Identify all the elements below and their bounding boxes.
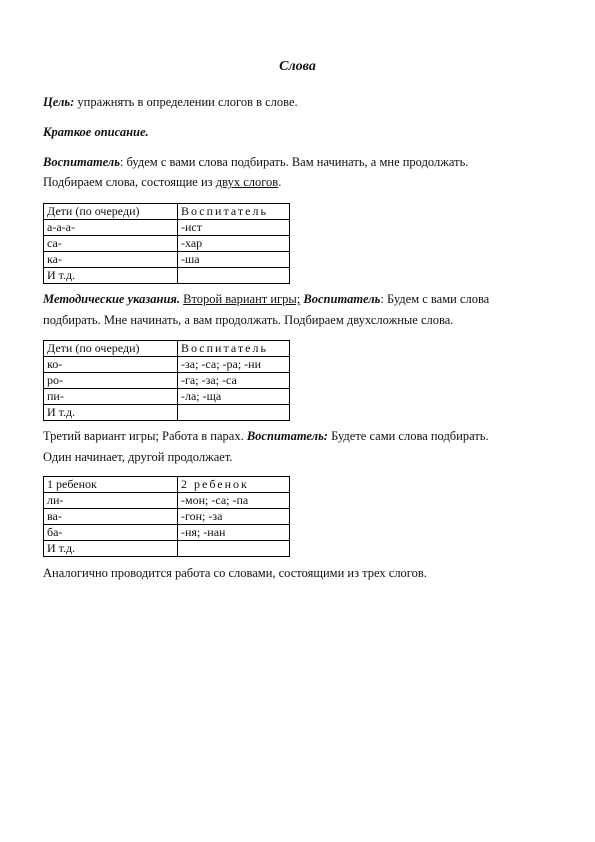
table-cell: И т.д. xyxy=(44,405,178,421)
table-cell: ко- xyxy=(44,357,178,373)
table-header-row xyxy=(44,477,290,493)
methods-text: : Будем с вами слова xyxy=(380,292,490,306)
table-header-cell: Воспитатель xyxy=(178,341,290,357)
table-cell: са- xyxy=(44,236,178,252)
table-cell: ка- xyxy=(44,252,178,268)
table-cell: -за; -са; -ра; -ни xyxy=(178,357,290,373)
table-row xyxy=(44,405,290,421)
methods-label: Методические указания. xyxy=(43,292,180,306)
table-cell: -гон; -за xyxy=(178,509,290,525)
table-row xyxy=(44,236,290,252)
table-cell: -ла; -ща xyxy=(178,389,290,405)
third-label: Воспитатель: xyxy=(246,429,328,443)
intro-line2-suffix: . xyxy=(278,175,282,189)
table-row xyxy=(44,389,290,405)
table-row xyxy=(44,509,290,525)
methods-line-1 xyxy=(43,292,489,307)
table-row xyxy=(44,252,290,268)
table-cell: ба- xyxy=(44,525,178,541)
table-game-1 xyxy=(43,203,290,284)
table-game-3 xyxy=(43,476,290,557)
table-cell: -ист xyxy=(178,220,290,236)
third-prefix: Третий вариант игры; Работа в парах. xyxy=(43,429,247,443)
table-cell: -хар xyxy=(178,236,290,252)
table-cell: пи- xyxy=(44,389,178,405)
closing-text: Аналогично проводится работа со словами, состоящими из трех слогов. xyxy=(43,566,427,580)
intro-line2-prefix: Подбираем слова, состоящие из xyxy=(43,175,216,189)
methods-label-2: Воспитатель xyxy=(303,292,381,306)
table-cell: ва- xyxy=(44,509,178,525)
brief-description-label: Краткое описание. xyxy=(43,125,149,139)
table-header-cell: Дети (по очереди) xyxy=(44,204,178,220)
page-title: Слова xyxy=(279,59,316,74)
third-variant-line-1 xyxy=(43,429,489,444)
methods-line-2: подбирать. Мне начинать, а вам продолжать. Подбираем двухсложные слова. xyxy=(43,313,454,327)
table-cell: а-а-а- xyxy=(44,220,178,236)
table-cell xyxy=(178,405,290,421)
table-cell: -га; -за; -са xyxy=(178,373,290,389)
table-cell: -ня; -нан xyxy=(178,525,290,541)
intro-underlined: двух слогов xyxy=(215,175,279,189)
third-variant-line-2: Один начинает, другой продолжает. xyxy=(43,450,233,464)
intro-line-1 xyxy=(43,155,468,170)
table-header-row xyxy=(44,204,290,220)
table-cell: И т.д. xyxy=(44,541,178,557)
table-row xyxy=(44,220,290,236)
table-row xyxy=(44,525,290,541)
table-row xyxy=(44,493,290,509)
goal-label: Цель: xyxy=(43,95,75,109)
table-game-2 xyxy=(43,340,290,421)
table-header-cell: 1 ребенок xyxy=(44,477,178,493)
table-header-cell: Дети (по очереди) xyxy=(44,341,178,357)
table-header-cell: Воспитатель xyxy=(178,204,290,220)
table-header-cell: 2 ребенок xyxy=(178,477,290,493)
intro-line-2 xyxy=(43,175,281,190)
table-cell: ли- xyxy=(44,493,178,509)
table-row xyxy=(44,268,290,284)
table-cell xyxy=(178,268,290,284)
table-row xyxy=(44,373,290,389)
table-cell: И т.д. xyxy=(44,268,178,284)
intro-label: Воспитатель xyxy=(43,155,120,169)
methods-underlined: Второй вариант игры; xyxy=(183,292,301,306)
table-cell: -ша xyxy=(178,252,290,268)
third-text: Будете сами слова подбирать. xyxy=(327,429,489,443)
table-cell: -мон; -са; -па xyxy=(178,493,290,509)
goal-text: упражнять в определении слогов в слове. xyxy=(74,95,298,109)
table-cell xyxy=(178,541,290,557)
table-row xyxy=(44,357,290,373)
goal-line xyxy=(43,95,298,110)
intro-text: : будем с вами слова подбирать. Вам начинать, а мне продолжать. xyxy=(119,155,469,169)
table-row xyxy=(44,541,290,557)
table-cell: ро- xyxy=(44,373,178,389)
table-header-row xyxy=(44,341,290,357)
